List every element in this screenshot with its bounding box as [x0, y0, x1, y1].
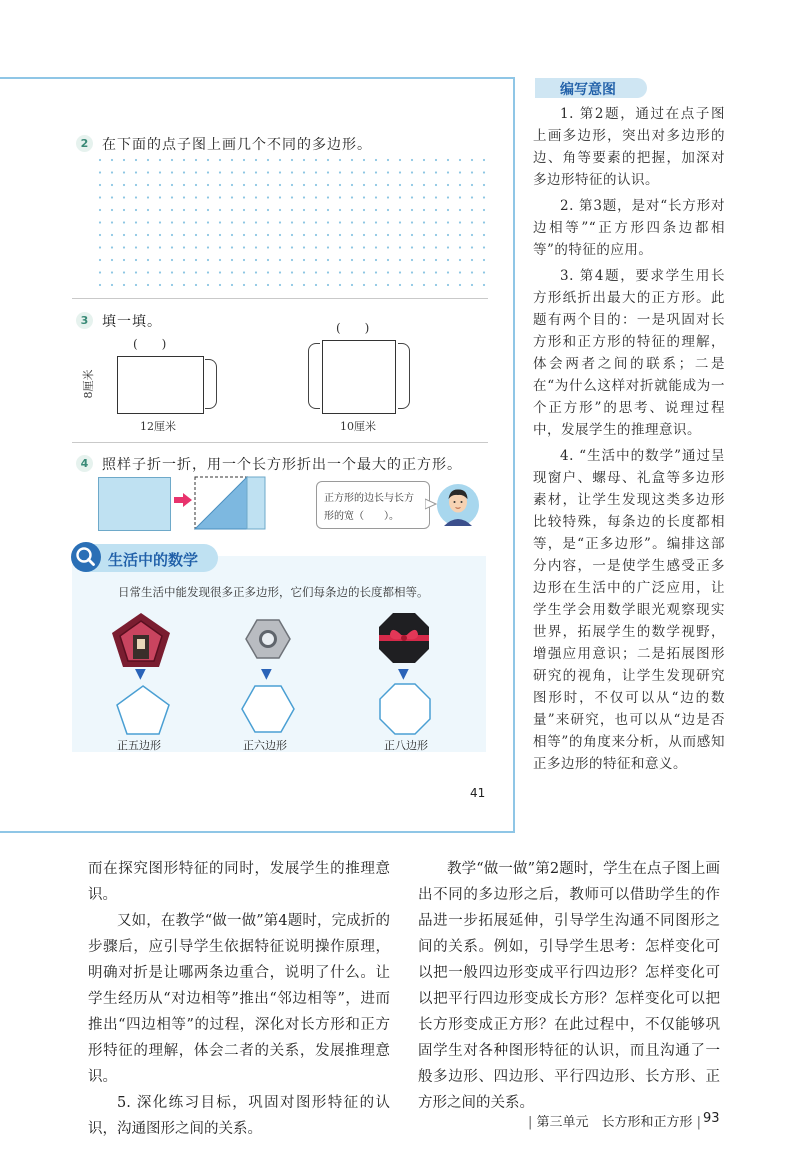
- square-right-brace: [398, 343, 410, 409]
- footer-page-number: 93: [703, 1111, 720, 1126]
- rect-right-brace: [205, 359, 217, 409]
- arrow-down-icon: ▼: [261, 666, 272, 682]
- separator: [72, 442, 488, 443]
- note-paragraph: 3. 第4题，要求学生用长方形纸折出最大的正方形。此题有两个目的：一是巩固对长方形和正方形的特征的理解，体会两者之间的联系；二是在“为什么这样对折就能成为一个正方形”的思考、说理过程中，发展学生的推理意识。: [533, 268, 725, 438]
- shape-label: 正八边形: [384, 739, 428, 752]
- body-right-column: [418, 856, 720, 1116]
- hex-nut-photo: [245, 618, 291, 660]
- square-top-blank[interactable]: ( ): [336, 321, 370, 335]
- footer-unit: | 第三单元 长方形和正方形 |: [528, 1115, 702, 1130]
- question-2-text: 在下面的点子图上画几个不同的多边形。: [102, 137, 372, 153]
- square-bottom-label: 10厘米: [340, 420, 376, 433]
- magnifier-icon: [70, 541, 102, 573]
- rect-left-label: 8厘米: [82, 369, 95, 399]
- body-paragraph: 而在探究图形特征的同时，发展学生的推理意识。: [88, 861, 390, 903]
- bubble-line-2: 形的宽（ ）。: [324, 511, 399, 522]
- dot-grid[interactable]: [96, 156, 486, 286]
- body-paragraph: 教学“做一做”第2题时，学生在点子图上画出不同的多边形之后，教师可以借助学生的作品进一步拓展延伸，引导学生沟通不同图形之间的关系。例如，引导学生思考：怎样变化可以把一般四边形变成平行四边形？怎样变化可以把平行四边形变成长方形？怎样变化可以把长方形变成正方形？在此过程中，不仅能够巩固学生对各种图形特征的认识，而且沟通了一般多边形、四边形、平行四边形、长方形、正方形之间的关系。: [418, 861, 720, 1111]
- body-left-column: [88, 856, 390, 1142]
- question-3-text: 填一填。: [102, 314, 162, 330]
- octagon-outline: [378, 682, 432, 736]
- notes-title: 编写意图: [560, 82, 616, 98]
- life-math-title: 生活中的数学: [108, 551, 199, 569]
- boy-avatar-icon: [436, 482, 480, 528]
- life-math-desc: 日常生活中能发现很多正多边形，它们每条边的长度都相等。: [118, 585, 429, 599]
- body-paragraph: 又如，在教学“做一做”第4题时，完成折的步骤后，应引导学生依据特征说明操作原理，明确对折是让哪两条边重合，说明了什么。让学生经历从“对边相等”推出“邻边相等”，进而推出“四边相等”的过程，深化对长方形和正方形特征的理解，体会二者的关系，发展推理意识。: [88, 913, 390, 1085]
- note-paragraph: 4. “生活中的数学”通过呈现窗户、螺母、礼盒等多边形素材，让学生发现这类多边形比较特殊，每条边的长度都相等，是“正多边形”。编排这部分内容，一是使学生感受正多边形在生活中的广泛应用，让学生学会用数学眼光观察现实世界，拓展学生的数学视野，增强应用意识；二是拓展图形研究的视角，让学生发现研究图形时，不仅可以从“边的数量”来研究，也可以从“边是否相等”的角度来分析，从而感知正多边形的特征和意义。: [533, 448, 725, 772]
- question-2-number: 2: [76, 135, 93, 152]
- note-paragraph: 1. 第2题，通过在点子图上画多边形，突出对多边形的边、角等要素的把握，加深对多边形特征的认识。: [533, 106, 725, 188]
- question-3-number: 3: [76, 312, 93, 329]
- question-4-text: 照样子折一折，用一个长方形折出一个最大的正方形。: [102, 457, 462, 473]
- square-left-brace: [308, 343, 320, 409]
- textbook-page-number: 41: [470, 786, 486, 800]
- octagon-giftbox-photo: [378, 612, 430, 664]
- shape-label: 正五边形: [117, 739, 161, 752]
- rect-top-blank[interactable]: ( ): [133, 337, 167, 351]
- pentagon-outline: [115, 684, 171, 736]
- notes-column: [533, 103, 725, 775]
- arrow-down-icon: ▼: [135, 666, 146, 682]
- shape-label: 正六边形: [243, 739, 287, 752]
- separator: [72, 298, 488, 299]
- paper-rectangle: [98, 477, 171, 531]
- square-figure: [322, 340, 396, 414]
- note-paragraph: 2. 第3题，是对“长方形对边相等”“正方形四条边都相等”的特征的应用。: [533, 198, 725, 258]
- bubble-line-1: 正方形的边长与长方: [324, 493, 414, 504]
- footer-unit-title: 第三单元 长方形和正方形: [536, 1115, 693, 1130]
- body-paragraph: 5. 深化练习目标，巩固对图形特征的认识，沟通图形之间的关系。: [88, 1095, 390, 1137]
- rect-bottom-label: 12厘米: [140, 420, 176, 433]
- rectangle-figure: [117, 356, 204, 414]
- arrow-down-icon: ▼: [398, 666, 409, 682]
- question-4-number: 4: [76, 455, 93, 472]
- pentagon-window-photo: [111, 612, 171, 668]
- folded-paper-figure: [194, 476, 266, 530]
- hexagon-outline: [240, 684, 296, 734]
- arrow-right-icon: [173, 490, 193, 510]
